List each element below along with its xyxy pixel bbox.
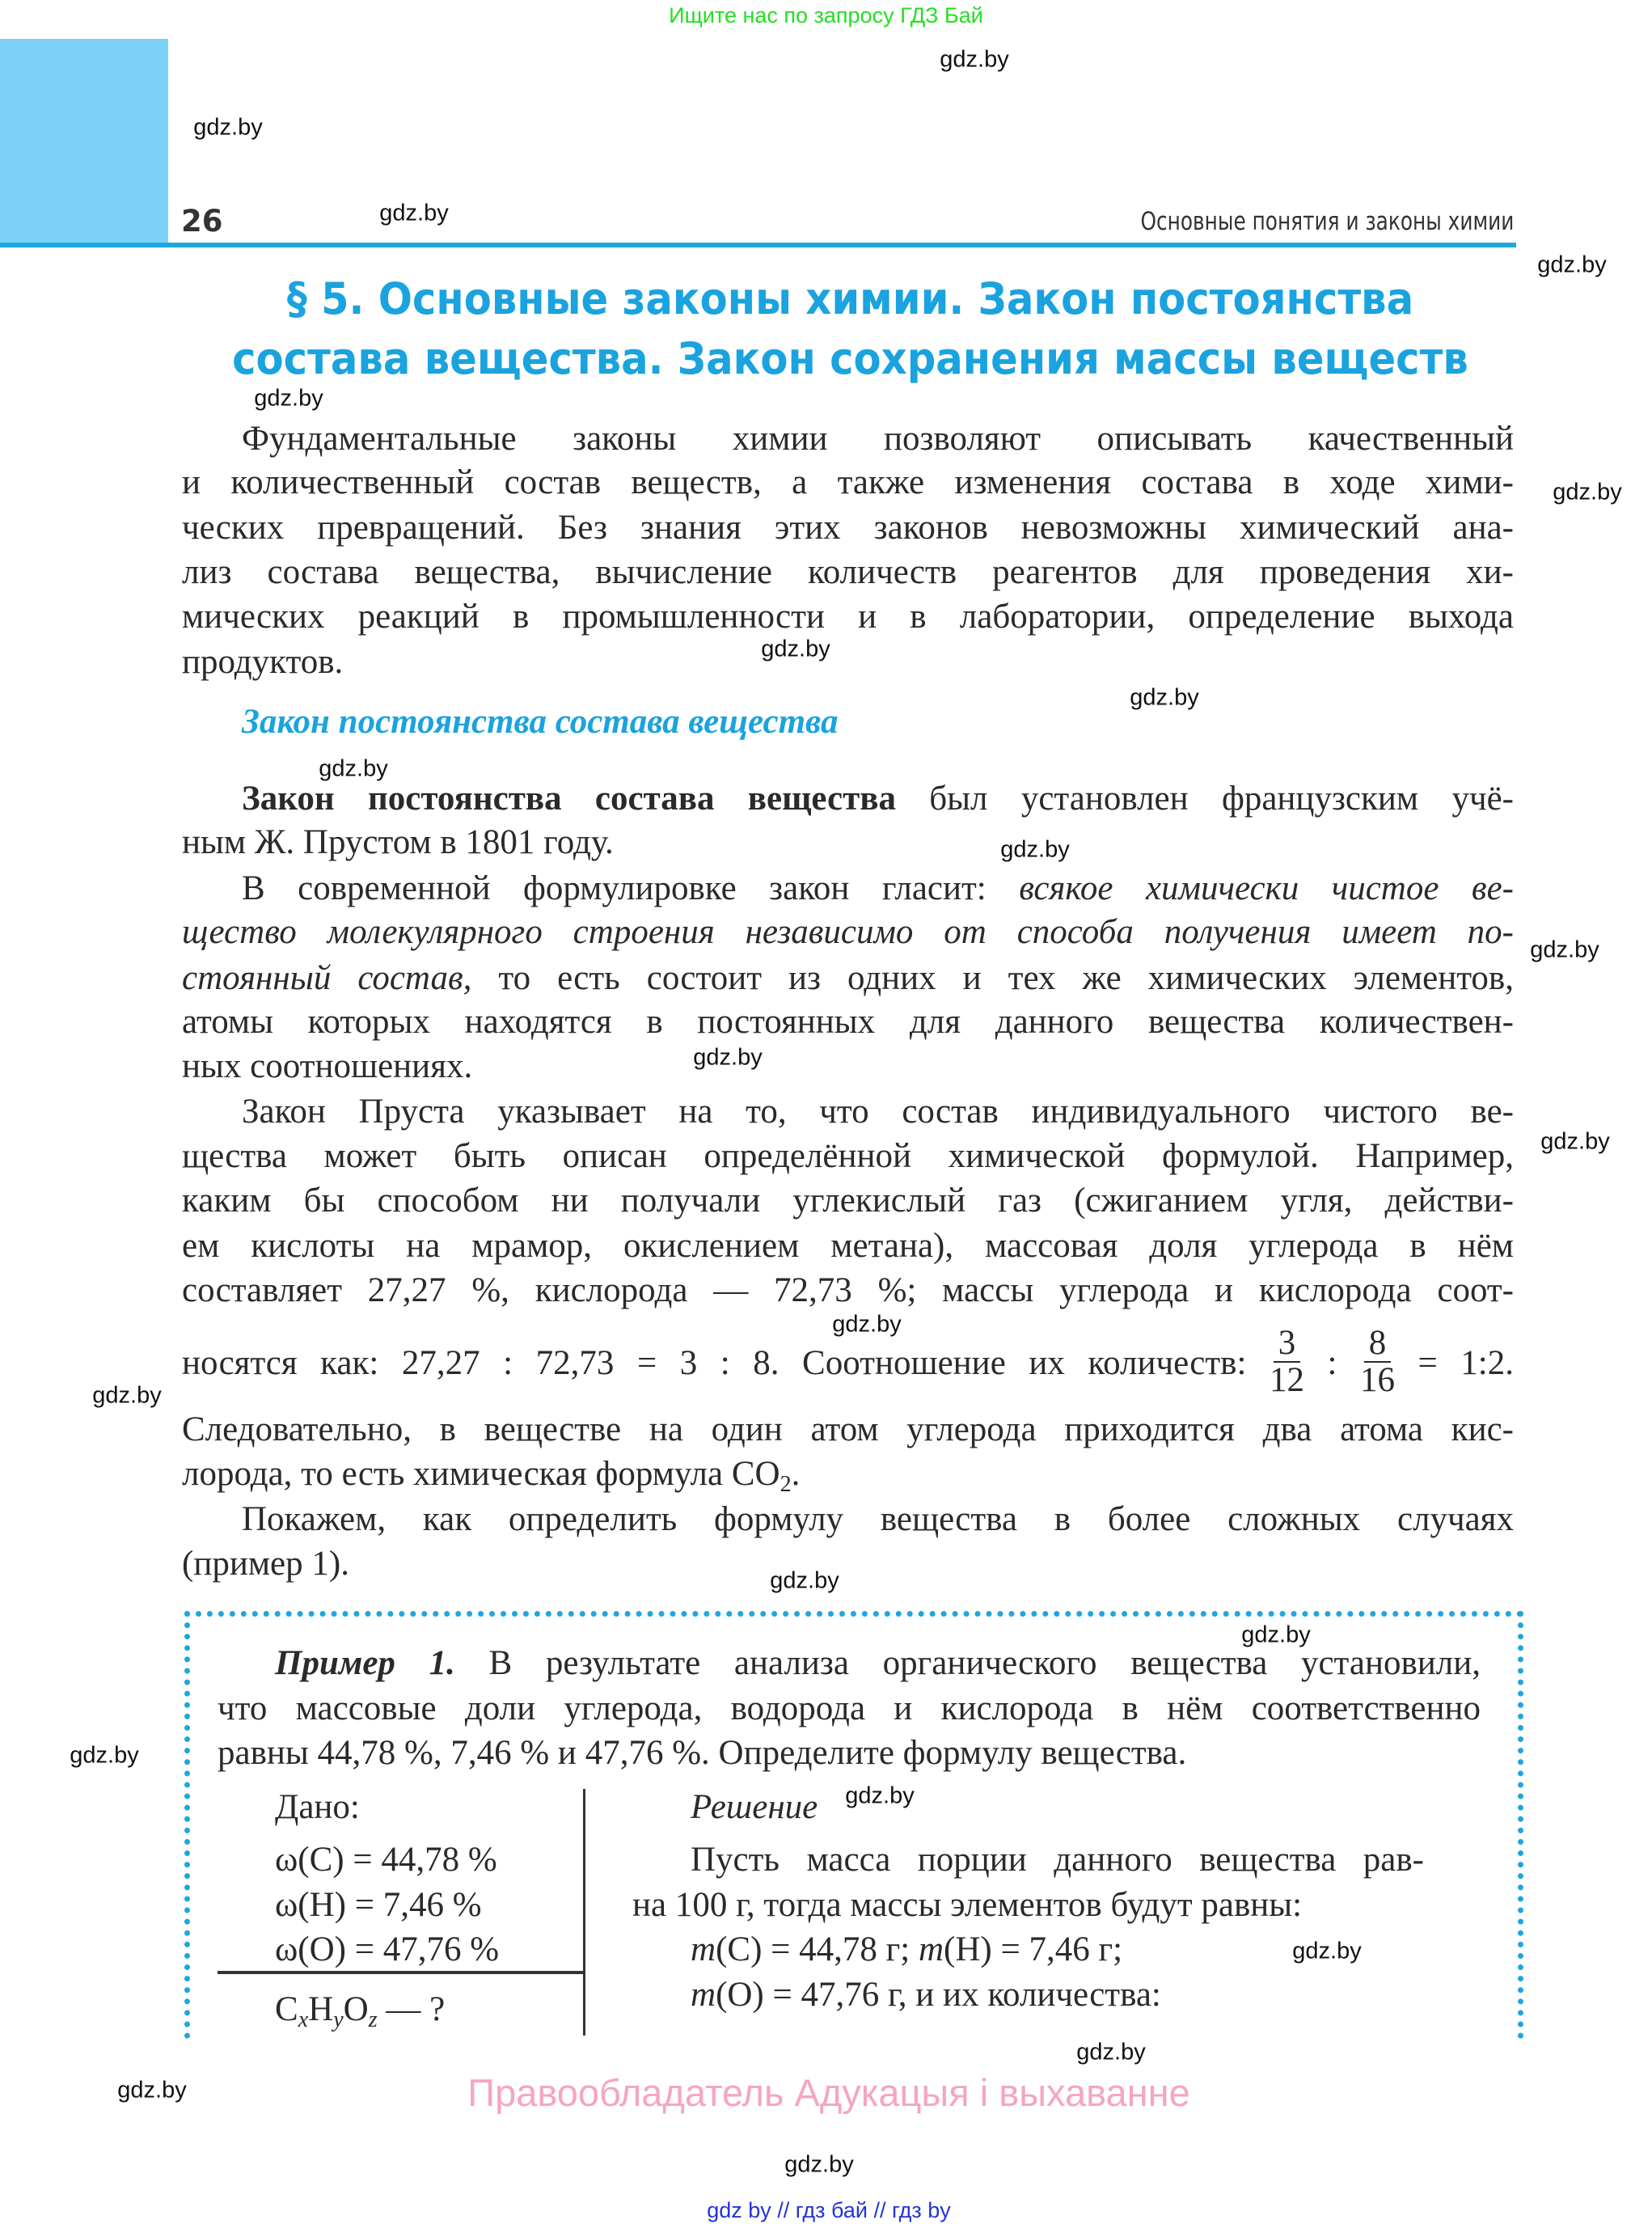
text-run: z (368, 2007, 378, 2032)
text-run: ческих превращений. Без знания этих законов невозможны химический ана- (182, 509, 1514, 547)
watermark-link[interactable]: gdz.by (1292, 1938, 1362, 1964)
watermark-link[interactable]: gdz.by (832, 1311, 902, 1338)
page-number: 26 (181, 204, 223, 239)
example-line (691, 1972, 1161, 2018)
watermark-link[interactable]: gdz.by (379, 200, 449, 226)
paragraph-line (182, 1178, 1514, 1224)
text-run: Фундаментальные законы химии позволяют описывать качественный (242, 420, 1514, 458)
text-run: 2 (780, 1472, 792, 1497)
text-run: продуктов. (182, 643, 344, 681)
text-run: что массовые доли углерода, водорода и кислорода в нём соответственно (218, 1689, 1481, 1727)
fraction (1360, 1326, 1395, 1398)
watermark-link[interactable]: gdz.by (1000, 836, 1070, 863)
paragraph-line (182, 550, 1514, 595)
text-run: всякое химически чистое ве- (1019, 869, 1514, 907)
text-run: y (333, 2007, 344, 2032)
text-run: Дано: (275, 1788, 360, 1826)
text-run: был установлен французским учё- (895, 780, 1514, 818)
paragraph-line (182, 1224, 1514, 1269)
text-run: Закон постоянства состава вещества (242, 780, 896, 818)
text-run: m (691, 1930, 716, 1968)
watermark-link[interactable]: gdz.by (193, 114, 263, 141)
watermark-link[interactable]: gdz.by (693, 1044, 763, 1071)
footer-links[interactable]: gdz by // гдз бай // гдз by (707, 2198, 951, 2222)
copyright-notice: Правообладатель Адукацыя і выхаванне (467, 2071, 1190, 2114)
example-line (632, 1883, 1302, 1928)
text-run: m (691, 1976, 716, 2014)
paragraph-line (182, 1407, 1514, 1452)
text-run: Пусть масса порции данного вещества рав- (691, 1841, 1424, 1879)
text-run: лиз состава вещества, вычисление количеств реагентов для проведения хи- (182, 553, 1514, 591)
text-run: составляет 27,27 %, кислорода — 72,73 %; массы углерода и кислорода соот- (182, 1271, 1514, 1309)
watermark-link[interactable]: gdz.by (845, 1782, 915, 1809)
text-run: стоянный состав, (182, 959, 472, 997)
paragraph-line (242, 866, 1514, 911)
paragraph-line (182, 640, 1514, 685)
text-run: m (918, 1930, 944, 1968)
watermark-link[interactable]: gdz.by (940, 46, 1009, 73)
example-line (275, 1927, 499, 1972)
text-run: Пример 1. (275, 1644, 455, 1682)
text-run: носятся как: 27,27 : 72,73 = 3 : 8. Соотношение их количеств: (182, 1343, 1270, 1382)
text-run: ω(O) = 47,76 % (275, 1930, 500, 1968)
text-run: (O) = 47,76 г, и их количества: (716, 1976, 1161, 2014)
text-run: ных соотношениях. (182, 1047, 473, 1085)
text-run: на 100 г, тогда массы элементов будут равны: (632, 1886, 1303, 1924)
example-line (275, 1785, 360, 1830)
text-run: — ? (377, 1990, 446, 2028)
given-divider-vertical (583, 1789, 585, 2036)
paragraph-line (182, 956, 1514, 1001)
watermark-link[interactable]: gdz.by (319, 755, 388, 782)
text-run: атомы которых находятся в постоянных для данного вещества количествен- (182, 1003, 1514, 1041)
text-run: ным Ж. Прустом в 1801 году. (182, 823, 614, 861)
fraction-denominator: 12 (1269, 1361, 1304, 1399)
fraction-numerator: 8 (1364, 1326, 1392, 1363)
text-run: В результате анализа органического вещества установили, (454, 1644, 1481, 1682)
paragraph-line (182, 1044, 1514, 1089)
fraction (1270, 1326, 1304, 1398)
watermark-link[interactable]: gdz.by (784, 2151, 854, 2178)
page-corner-block (0, 39, 168, 245)
text-run: равны 44,78 %, 7,46 % и 47,76 %. Определите формулу вещества. (218, 1734, 1187, 1772)
fraction-denominator: 16 (1359, 1361, 1395, 1399)
text-run: O (343, 1990, 369, 2028)
paragraph-line (242, 1089, 1514, 1135)
example-line (691, 1837, 1424, 1883)
text-run: H (308, 1990, 334, 2028)
watermark-link[interactable]: gdz.by (1530, 937, 1599, 963)
text-run: (C) = 44,78 г; (716, 1930, 919, 1968)
example-line (275, 1837, 497, 1883)
paragraph-line (182, 820, 1514, 865)
paragraph-line (182, 1268, 1514, 1313)
text-run: и количественный состав веществ, а также изменения состава в ходе хими- (182, 463, 1514, 501)
text-run: ω(H) = 7,46 % (275, 1886, 482, 1924)
text-run: В современной формулировке закон гласит: (242, 869, 1020, 907)
top-banner-link[interactable]: Ищите нас по запросу ГДЗ Бай (669, 3, 983, 27)
watermark-link[interactable]: gdz.by (1540, 1128, 1610, 1155)
subheading: Закон постоянства состава вещества (242, 703, 839, 741)
example-line (691, 1785, 818, 1830)
example-line (275, 1987, 445, 2043)
example-line (218, 1686, 1481, 1731)
watermark-link[interactable]: gdz.by (70, 1742, 139, 1769)
paragraph-line (182, 910, 1514, 955)
paragraph-line (182, 594, 1514, 640)
watermark-link[interactable]: gdz.by (1553, 479, 1622, 505)
header-rule (0, 243, 1516, 247)
text-run: Закон Пруста указывает на то, что состав индивидуального чистого ве- (242, 1093, 1514, 1131)
section-title-line-2: состава вещества. Закон сохранения массы веществ (232, 333, 1468, 384)
watermark-link[interactable]: gdz.by (117, 2077, 187, 2103)
watermark-link[interactable]: gdz.by (1076, 2039, 1146, 2065)
paragraph-line (182, 1541, 1514, 1587)
watermark-link[interactable]: gdz.by (254, 385, 323, 412)
fraction-numerator: 3 (1274, 1326, 1301, 1363)
text-run: = 1:2. (1394, 1343, 1514, 1382)
paragraph-line (182, 1000, 1514, 1045)
section-title-line-1: § 5. Основные законы химии. Закон постоянства (286, 273, 1414, 324)
text-run: лорода, то есть химическая формула CO (182, 1455, 780, 1493)
watermark-link[interactable]: gdz.by (770, 1567, 839, 1594)
text-run: то есть состоит из одних и тех же химических элементов, (471, 959, 1514, 997)
example-line (218, 1731, 1481, 1776)
text-run: ω(C) = 44,78 % (275, 1841, 497, 1879)
text-run: щества может быть описан определённой химической формулой. Например, (182, 1137, 1514, 1175)
text-run: (H) = 7,46 г; (944, 1930, 1123, 1968)
paragraph-line (182, 460, 1514, 505)
paragraph-line (182, 505, 1514, 551)
text-run: мических реакций в промышленности и в лаборатории, определение выхода (182, 598, 1514, 636)
watermark-link[interactable]: gdz.by (92, 1382, 162, 1409)
watermark-link[interactable]: gdz.by (761, 636, 830, 662)
paragraph-line (242, 416, 1514, 462)
watermark-link[interactable]: gdz.by (1130, 684, 1199, 711)
text-run: каким бы способом ни получали углекислый газ (сжиганием угля, действи- (182, 1182, 1514, 1220)
text-run: x (298, 2007, 309, 2032)
text-run: Покажем, как определить формулу вещества в более сложных случаях (242, 1500, 1514, 1538)
example-line (275, 1883, 482, 1928)
paragraph-line (242, 1497, 1514, 1542)
paragraph-line (182, 1134, 1514, 1179)
text-run: щество молекулярного строения независимо от способа получения имеет по- (182, 913, 1514, 951)
text-run: Решение (691, 1788, 818, 1826)
text-run: ем кислоты на мрамор, окислением метана), массовая доля углерода в нём (182, 1227, 1514, 1265)
text-run: : (1303, 1343, 1360, 1382)
example-line (691, 1927, 1122, 1972)
watermark-link[interactable]: gdz.by (1537, 252, 1607, 278)
text-run: . (791, 1455, 801, 1493)
running-head: Основные понятия и законы химии (1140, 207, 1514, 236)
text-run: Следовательно, в веществе на один атом углерода приходится два атома кис- (182, 1410, 1514, 1448)
text-run: C (275, 1990, 298, 2028)
watermark-link[interactable]: gdz.by (1241, 1621, 1311, 1648)
text-run: (пример 1). (182, 1545, 349, 1583)
paragraph-line (242, 776, 1514, 822)
